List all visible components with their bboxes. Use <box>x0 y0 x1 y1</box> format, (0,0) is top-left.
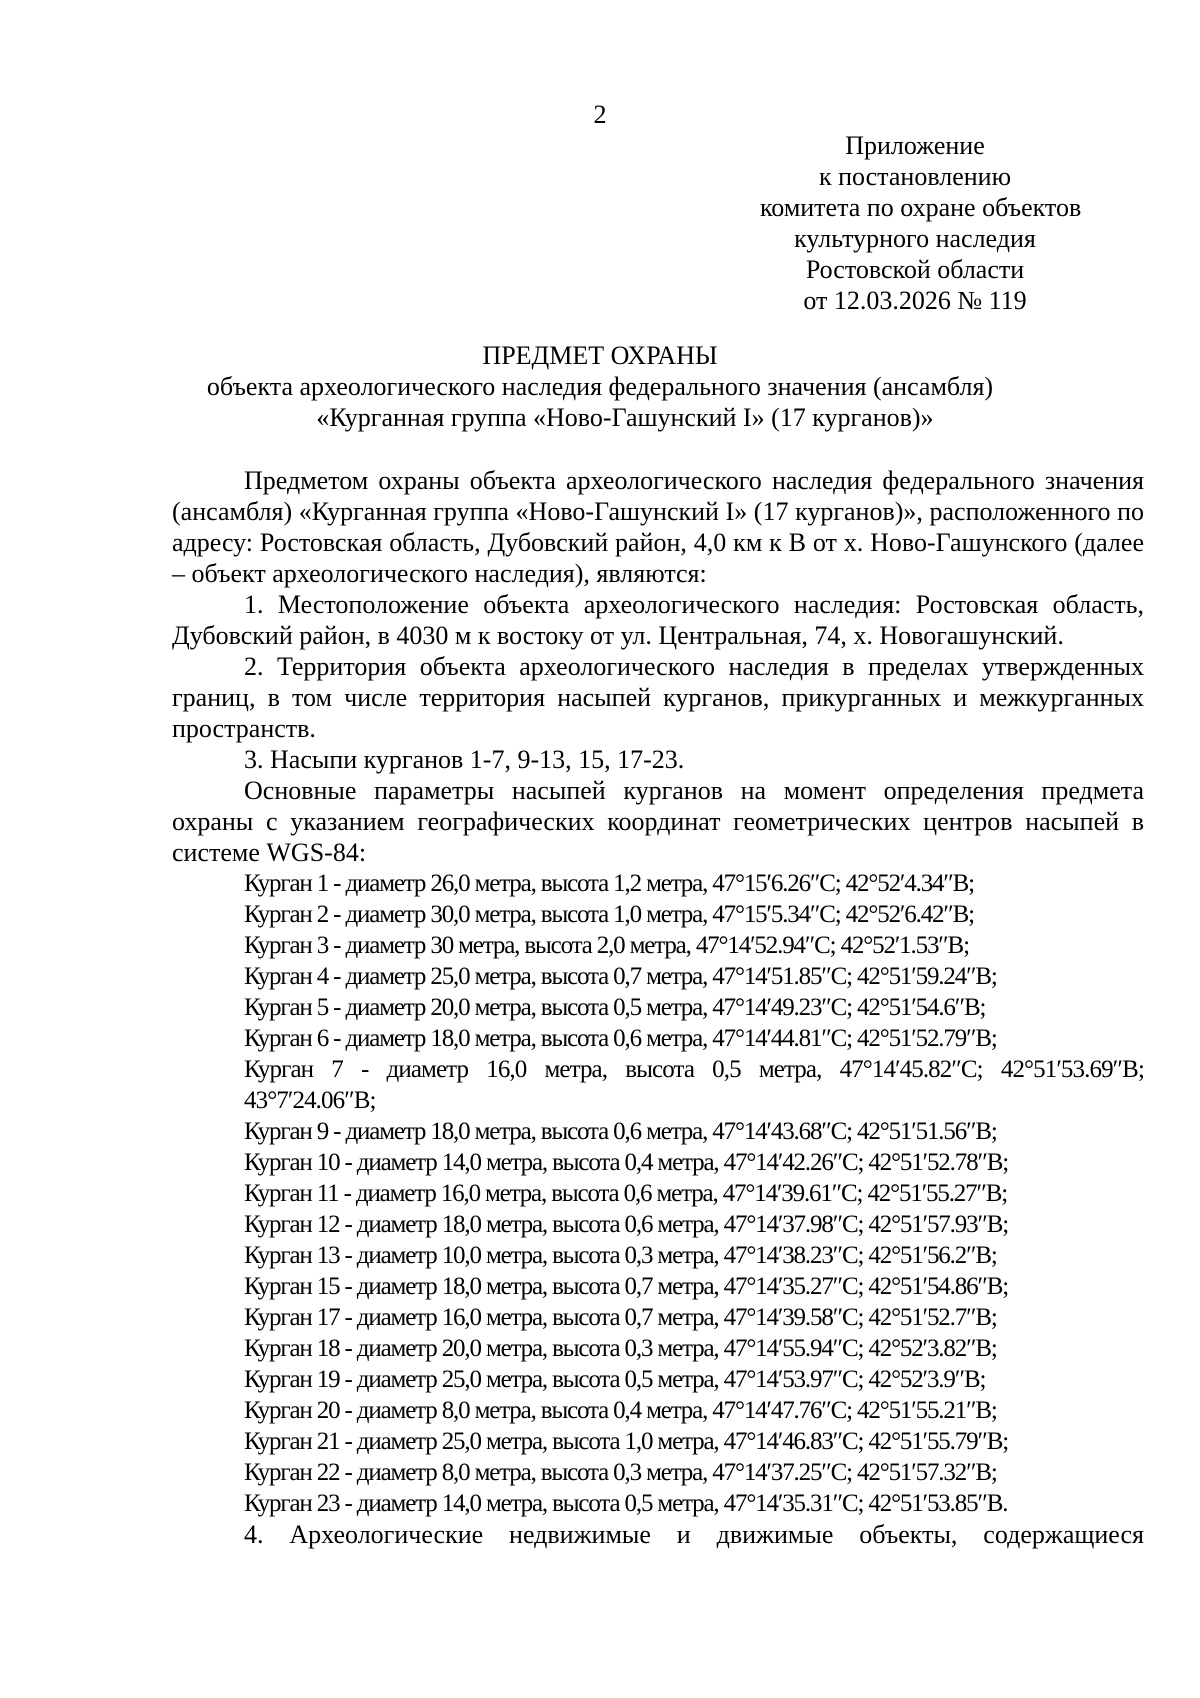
document-heading <box>0 340 1200 433</box>
kurgan-entry: Курган 15 - диаметр 18,0 метра, высота 0,7 метра, 47°14′35.27″С; 42°51′54.86″В; <box>244 1273 1009 1300</box>
kurgan-entry: Курган 21 - диаметр 25,0 метра, высота 1,0 метра, 47°14′46.83″С; 42°51′55.79″В; <box>244 1428 1009 1455</box>
kurgan-entry: Курган 2 - диаметр 30,0 метра, высота 1,0 метра, 47°15′5.34″С; 42°52′6.42″В; <box>244 901 974 928</box>
kurgan-entry: Курган 12 - диаметр 18,0 метра, высота 0,6 метра, 47°14′37.98″С; 42°51′57.93″В; <box>244 1211 1009 1238</box>
appendix-line: культурного наследия <box>794 224 1036 253</box>
params-intro: Основные параметры насыпей курганов на момент определения предмета охраны с указанием географических координат геометрических центров насыпей в системе WGS-84: <box>172 776 1144 867</box>
item-mounds: 3. Насыпи курганов 1-7, 9-13, 15, 17-23. <box>244 745 685 774</box>
kurgan-entry: Курган 11 - диаметр 16,0 метра, высота 0,6 метра, 47°14′39.61″С; 42°51′55.27″В; <box>244 1180 1008 1207</box>
kurgan-entry: Курган 23 - диаметр 14,0 метра, высота 0,5 метра, 47°14′35.31″С; 42°51′53.85″В. <box>244 1490 1008 1517</box>
appendix-block <box>760 130 1082 316</box>
appendix-line: от 12.03.2026 № 119 <box>803 286 1027 315</box>
kurgan-entry: Курган 20 - диаметр 8,0 метра, высота 0,4 метра, 47°14′47.76″С; 42°51′55.21″В; <box>244 1397 997 1424</box>
kurgan-entry: Курган 13 - диаметр 10,0 метра, высота 0,3 метра, 47°14′38.23″С; 42°51′56.2″В; <box>244 1242 997 1269</box>
document-body <box>172 465 1144 1550</box>
intro-paragraph: Предметом охраны объекта археологического наследия федерального значения (ансамбля) «Курганная группа «Ново-Гашунский I» (17 курганов)», расположенного по адресу: Ростовская область, Дубовский район, 4,0 км к В от х. Ново-Гашунского (далее – объект археологического наследия), являются: <box>172 466 1144 588</box>
kurgan-entry: Курган 17 - диаметр 16,0 метра, высота 0,7 метра, 47°14′39.58″С; 42°51′52.7″В; <box>244 1304 997 1331</box>
kurgan-entry: Курган 9 - диаметр 18,0 метра, высота 0,6 метра, 47°14′43.68″С; 42°51′51.56″В; <box>244 1118 997 1145</box>
kurgan-entry-7: Курган 7 - диаметр 16,0 метра, высота 0,5 метра, 47°14′45.82″С; 42°51′53.69″В; 43°7′24.06″В; <box>244 1056 1144 1114</box>
kurgan-entry: Курган 5 - диаметр 20,0 метра, высота 0,5 метра, 47°14′49.23″С; 42°51′54.6″В; <box>244 994 986 1021</box>
kurgan-entry: Курган 10 - диаметр 14,0 метра, высота 0,4 метра, 47°14′42.26″С; 42°51′52.78″В; <box>244 1149 1009 1176</box>
appendix-line: к постановлению <box>818 162 1012 191</box>
item-territory: 2. Территория объекта археологического наследия в пределах утвержденных границ, в том числе территория насыпей курганов, прикурганных и межкурганных пространств. <box>172 652 1144 743</box>
kurgan-entry: Курган 19 - диаметр 25,0 метра, высота 0,5 метра, 47°14′53.97″С; 42°52′3.9″В; <box>244 1366 986 1393</box>
item-location: 1. Местоположение объекта археологического наследия: Ростовская область, Дубовский район, в 4030 м к востоку от ул. Центральная, 74, х. Новогашунский. <box>172 590 1144 650</box>
page-number: 2 <box>593 100 607 129</box>
appendix-line: Ростовской области <box>805 255 1025 284</box>
document-subtitle-object: «Курганная группа «Ново-Гашунский I» (17 курганов)» <box>316 403 934 432</box>
kurgan-entry: Курган 18 - диаметр 20,0 метра, высота 0,3 метра, 47°14′55.94″С; 42°52′3.82″В; <box>244 1335 997 1362</box>
kurgan-list <box>172 868 1144 1519</box>
document-subtitle: объекта археологического наследия федерального значения (ансамбля) <box>206 372 994 401</box>
appendix-line: комитета по охране объектов <box>760 193 1082 222</box>
kurgan-entry: Курган 22 - диаметр 8,0 метра, высота 0,3 метра, 47°14′37.25″С; 42°51′57.32″В; <box>244 1459 997 1486</box>
item-archaeological-objects: 4. Археологические недвижимые и движимые объекты, содержащиеся <box>244 1520 1144 1549</box>
kurgan-entry: Курган 4 - диаметр 25,0 метра, высота 0,7 метра, 47°14′51.85″С; 42°51′59.24″В; <box>244 963 997 990</box>
appendix-line: Приложение <box>845 131 985 160</box>
kurgan-entry: Курган 1 - диаметр 26,0 метра, высота 1,2 метра, 47°15′6.26″С; 42°52′4.34″В; <box>244 870 974 897</box>
document-title: ПРЕДМЕТ ОХРАНЫ <box>482 341 718 370</box>
kurgan-entry: Курган 3 - диаметр 30 метра, высота 2,0 метра, 47°14′52.94″С; 42°52′1.53″В; <box>244 932 969 959</box>
kurgan-entry: Курган 6 - диаметр 18,0 метра, высота 0,6 метра, 47°14′44.81″С; 42°51′52.79″В; <box>244 1025 997 1052</box>
